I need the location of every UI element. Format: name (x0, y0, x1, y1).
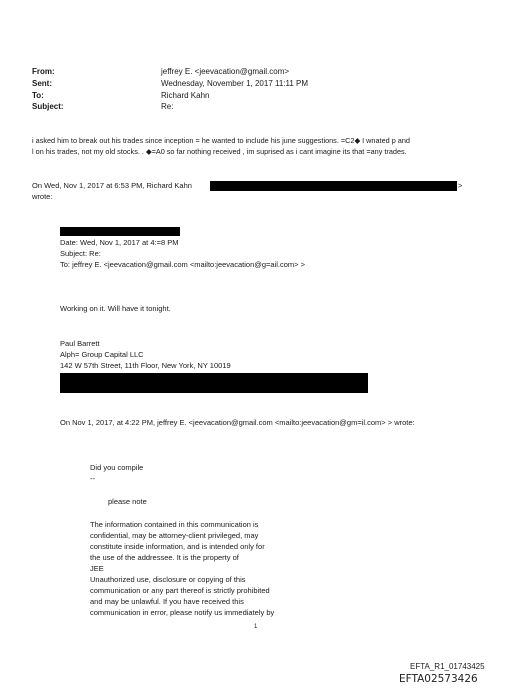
disclaimer-line: communication or any part thereof is strictly prohibited (90, 586, 270, 595)
disclaimer-line: confidential, may be attorney-client privileged, may (90, 531, 259, 540)
sent-value: Wednesday, November 1, 2017 11:11 PM (161, 79, 309, 88)
quoted-date: Date: Wed, Nov 1, 2017 at 4:=8 PM (60, 238, 179, 247)
reply1-prefix: On Wed, Nov 1, 2017 at 6:53 PM, Richard Kahn (32, 181, 192, 190)
redaction-bar (210, 181, 457, 191)
signature-address: 142 W 57th Street, 11th Floor, New York, NY 10019 (60, 361, 231, 370)
disclaimer-line: JEE (90, 564, 104, 573)
redaction-bar (60, 373, 368, 393)
quoted-subject: Subject: Re: (60, 249, 101, 258)
body-line-1: i asked him to break out his trades since inception = he wanted to include his june suggestions. =C2◆ I wnated p and (32, 136, 410, 145)
redaction-bar (60, 227, 180, 236)
disclaimer-line: the use of the addressee. It is the property of (90, 553, 239, 562)
disclaimer-line: constitute inside information, and is intended only for (90, 542, 265, 551)
reply1-line2: wrote: (32, 192, 53, 201)
bates-stamp-1: EFTA_R1_01743425 (410, 662, 485, 671)
working-text: Working on it. Will have it tonight. (60, 304, 171, 313)
disclaimer-line: and may be unlawful. If you have received this (90, 597, 244, 606)
please-note: please note (108, 497, 147, 506)
subject-label: Subject: (32, 102, 64, 111)
disclaimer-line: Unauthorized use, disclosure or copying of this (90, 575, 246, 584)
signature-name: Paul Barrett (60, 339, 100, 348)
reply2-line: On Nov 1, 2017, at 4:22 PM, jeffrey E. <jeevacation@gmail.com <mailto:jeevacation@gm=il.com> > wrote: (60, 418, 415, 427)
did-you-compile: Did you compile (90, 463, 144, 472)
page-number: 1 (254, 624, 258, 630)
to-label: To: (32, 91, 44, 100)
reply1-suffix: > (458, 181, 463, 190)
body-line-2: l on his trades, not my old stocks. . ◆=A0 so far nothing received , im suprised as i cant imagine its that =any trades. (32, 147, 407, 156)
sent-label: Sent: (32, 79, 52, 88)
disclaimer-line: communication in error, please notify us immediately by (90, 608, 275, 617)
reply1-line1 (32, 181, 192, 191)
signature-company: Alph= Group Capital LLC (60, 350, 144, 359)
quoted-to: To: jeffrey E. <jeevacation@gmail.com <mailto:jeevacation@g=ail.com> > (60, 260, 306, 269)
disclaimer-line: The information contained in this communication is (90, 520, 259, 529)
to-value: Richard Kahn (161, 91, 210, 100)
subject-value: Re: (161, 102, 174, 111)
from-value: jeffrey E. <jeevacation@gmail.com> (161, 67, 290, 76)
dashes: -- (90, 474, 95, 483)
from-label: From: (32, 67, 55, 76)
bates-stamp-2: EFTA02573426 (399, 673, 478, 685)
